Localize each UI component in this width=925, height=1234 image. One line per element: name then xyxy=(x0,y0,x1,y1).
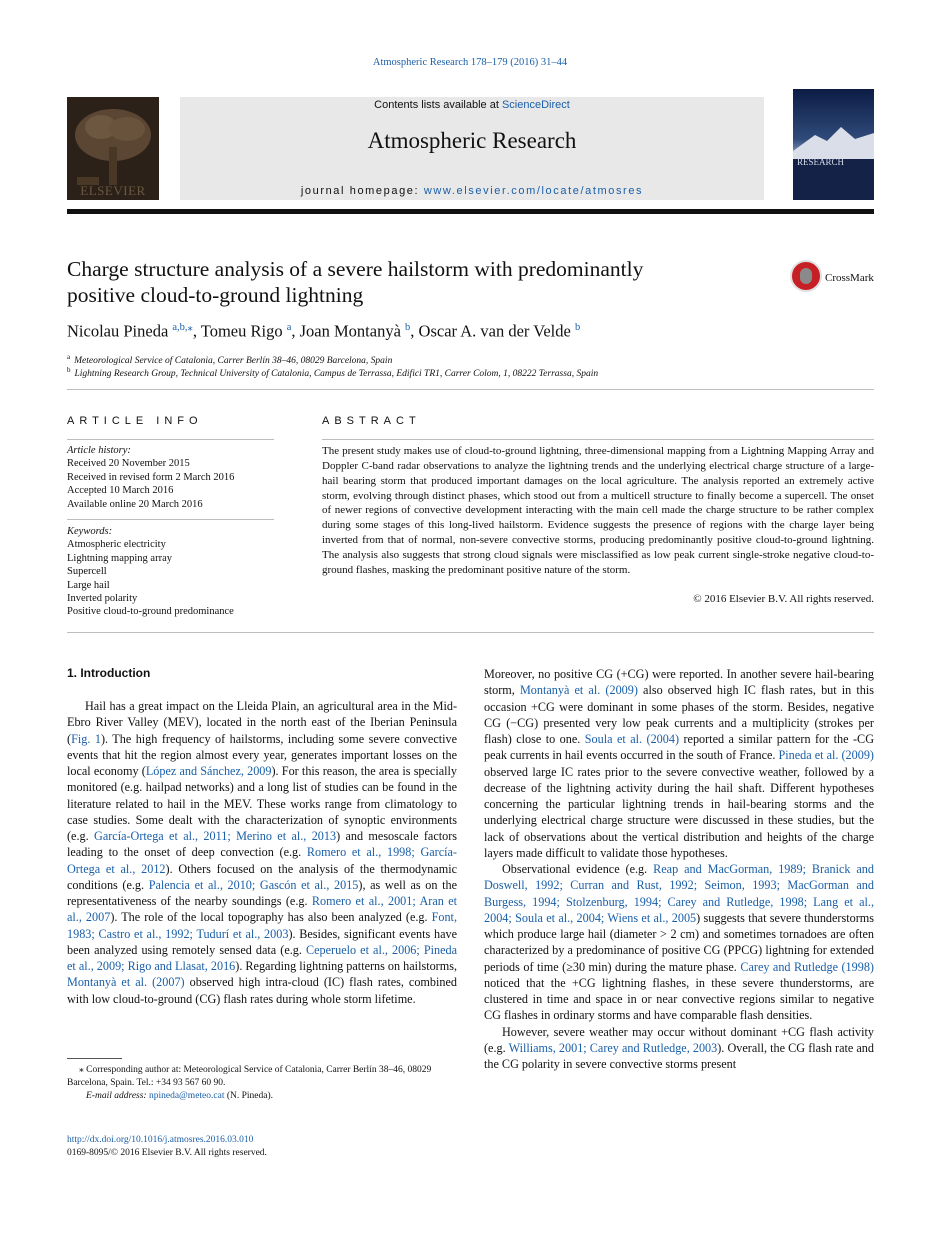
body-text: observed large IC rates prior to the severe convective weather, followed by a decrease of the lightning activity during the hail shaft. Different hypotheses concerning the particular lightning trends in hail-bearing storms and the underlying electrical charge structure were discussed in these studies, but the lack of observations about the vertical distribution and heights of the charge layers made difficult to validate those hypotheses. xyxy=(484,764,874,860)
email-link[interactable]: npineda@meteo.cat xyxy=(148,1091,225,1101)
author-name: Tomeu Rigo xyxy=(200,321,287,341)
abstract-copyright: © 2016 Elsevier B.V. All rights reserved. xyxy=(693,593,874,605)
divider xyxy=(67,519,274,520)
citation-link[interactable]: Montanyà et al. (2007) xyxy=(67,975,185,990)
body-text: ). The high frequency of hailstorms, including some severe convective events that hit the region almost every year, generates important losses on the local economy ( xyxy=(67,731,457,778)
body-text: ). Besides, significant events have been analyzed using remotely sensed data (e.g. xyxy=(67,926,458,957)
body-text: However, severe weather may occur without dominant +CG flash activity (e.g. xyxy=(484,1024,874,1055)
footnote-rule xyxy=(67,1058,122,1059)
citation-link[interactable]: García-Ortega et al., 2011; Merino et al., 2013 xyxy=(94,829,337,843)
keyword: Positive cloud-to-ground predominance xyxy=(67,606,234,618)
body-text: ) and mesoscale factors leading to the onset of deep convection (e.g. xyxy=(67,829,458,860)
author-affil-link[interactable]: b xyxy=(574,322,581,333)
publisher-name: ELSEVIER xyxy=(80,183,146,198)
journal-title: Atmospheric Research xyxy=(367,128,577,153)
keywords: Keywords: Atmospheric electricity Lightning mapping array Supercell Large hail Inverted polarity Positive cloud-to-ground predominance xyxy=(67,526,234,618)
article-info-heading: ARTICLE INFO xyxy=(67,415,203,427)
author-affil-link[interactable]: b xyxy=(405,322,411,333)
paragraph xyxy=(484,861,874,1024)
body-text: Hail has a great impact on the Lleida Plain, an agricultural area in the Mid-Ebro River Valley (MEV), located in the north east of the Iberian Peninsula ( xyxy=(67,699,457,746)
author-name: Oscar A. van der Velde xyxy=(418,321,575,341)
history-item: Received in revised form 2 March 2016 xyxy=(67,471,235,483)
journal-homepage: journal homepage: www.elsevier.com/locate/atmosres xyxy=(300,185,644,197)
citation-link[interactable]: Palencia et al., 2010; Gascón et al., 2015 xyxy=(148,877,359,892)
abstract-heading: ABSTRACT xyxy=(322,415,421,427)
keyword: Atmospheric electricity xyxy=(67,539,166,551)
body-text: Moreover, no positive CG (+CG) were reported. In another severe hail-bearing storm, xyxy=(484,667,874,698)
keyword: Lightning mapping array xyxy=(67,552,172,564)
citation-link[interactable]: Reap and MacGorman, 1989; Branick and Doswell, 1992; Curran and Rust, 1992; Seimon, 1993; MacGorman and Burgess, 1994; Stolzenburg, 1994; Carey and Rutledge, 1998; Lang et al., 2004; Soula et al., 2004; Wiens et al., 2005 xyxy=(484,862,874,925)
body-text: ). The role of the local topography has also been analyzed (e.g. xyxy=(110,910,432,925)
citation-link[interactable]: Williams, 2001; Carey and Rutledge, 2003 xyxy=(508,1040,718,1055)
journal-citation[interactable]: Atmospheric Research 178–179 (2016) 31–44 xyxy=(372,57,568,68)
body-text: noticed that the +CG lightning flashes, in these severe thunderstorms, are clustered in time and space in or near convective regions similar to negative CG flashes in ordinary storms and have comparable flash densities. xyxy=(484,975,874,1023)
sciencedirect-link[interactable]: ScienceDirect xyxy=(501,99,570,111)
author-list: Nicolau Pineda $^{a,b,⁎}$, Tomeu Rigo $^a$, Joan Montanyà $^b$, Oscar A. van der Velde $^b$ xyxy=(67,321,581,341)
body-text: observed high intra-cloud (IC) flash rates, combined with low cloud-to-ground (CG) flash rates during whole storm lifetime. xyxy=(67,975,457,1006)
homepage-link[interactable]: www.elsevier.com/locate/atmosres xyxy=(423,185,644,197)
body-text: ) suggests that severe thunderstorms which produce large hail (diameter > 2 cm) and sometimes tornadoes are often characterized by a predominance of positive CG (PPCG) lightning for extended periods of time (≥30 min) during the mature phase. xyxy=(484,910,874,974)
contents-line: Contents lists available at ScienceDirect xyxy=(374,99,570,111)
paragraph xyxy=(484,666,874,861)
mountain-icon xyxy=(793,89,874,200)
author-affil-link[interactable]: a xyxy=(286,322,292,333)
divider xyxy=(67,389,874,390)
body-text: reported a similar pattern for the -CG peak currents in hail events occurred in the south of France. xyxy=(484,732,874,763)
citation-link[interactable]: Font, 1983; Castro et al., 1992; Tudurí et al., 2003 xyxy=(67,910,457,941)
affiliation-b: $^b$ Lightning Research Group, Technical University of Catalonia, Campus de Terrassa, Edifici TR1, Carrer Colom, 1, 08222 Terrassa, Spain xyxy=(67,366,599,380)
keyword: Supercell xyxy=(67,566,107,578)
author-name: Joan Montanyà xyxy=(299,321,406,341)
body-text: also observed high IC flash rates, but in this occasion +CG were dominant in some phases of the storm. Besides, negative CG (−CG) presented very low peak currents and a multiplicity (strokes per flash) close to one. xyxy=(484,683,875,746)
history-item: Received 20 November 2015 xyxy=(67,458,190,470)
author-name: Nicolau Pineda xyxy=(67,321,173,341)
citation-link[interactable]: López and Sánchez, 2009 xyxy=(145,764,272,778)
citation-link[interactable]: Ceperuelo et al., 2006; Pineda et al., 2009; Rigo and Llasat, 2016 xyxy=(67,942,458,973)
citation-link[interactable]: Carey and Rutledge (1998) xyxy=(740,959,874,974)
body-text: ). For this reason, the area is specially monitored (e.g. hailpad networks) and a long list of studies can be found in the literature related to hail in the MEV. These works range from climatology to case studies. Some dealt with the characterization of synoptic environments (e.g. xyxy=(67,764,458,843)
footnote: ⁎ Corresponding author at: Meteorological Service of Catalonia, Carrer Berlín 38–46, 08029 Barcelona, Spain. Tel.: +34 93 567 60 90. E-mail address: npineda@meteo.cat (N. Pineda). xyxy=(67,1065,432,1101)
affiliation-a: $^a$ Meteorological Service of Catalonia, Carrer Berlín 38–46, 08029 Barcelona, Spain xyxy=(67,353,393,367)
citation-link[interactable]: Pineda et al. (2009) xyxy=(778,748,874,763)
body-text: ). Others focused on the analysis of the thermodynamic conditions (e.g. xyxy=(67,861,457,892)
divider xyxy=(67,632,874,633)
issn-line: 0169-8095/© 2016 Elsevier B.V. All rights reserved. xyxy=(67,1148,267,1158)
divider xyxy=(67,439,274,440)
paragraph xyxy=(484,1024,874,1073)
doi-block xyxy=(67,1134,267,1160)
paragraph xyxy=(67,698,457,1007)
citation-link[interactable]: Romero et al., 1998; García-Ortega et al., 2012 xyxy=(67,845,457,876)
history-item: Available online 20 March 2016 xyxy=(67,498,203,510)
author-affil-link[interactable]: a,b,⁎ xyxy=(172,322,193,333)
doi-link[interactable]: http://dx.doi.org/10.1016/j.atmosres.2016.03.010 xyxy=(67,1135,254,1145)
abstract-text: The present study makes use of cloud-to-ground lightning, three-dimensional mapping from a Lightning Mapping Array and Doppler C-band radar observations to analyze the lightning trends and the underlying electrical charge structure of a large-hail bearing storm that produced important damages on the local agriculture. The analysis reported an extremely active storm, evolving through distinct phases, which stood out from a multicell structure to finally become a supercell. The onset of newer regions of convective development interacting with the main cell made the charge structure to be rather complex during some stages of this long-lived hailstorm. Evidence suggests the presence of regions with the charge layer being inverted from that of normal, non-severe convective storms, producing predominantly positive cloud-to-ground lightning. The analysis also suggests that strong cloud signals were misclassified as low peak current single-stroke negative cloud-to-ground flashes, masking the predominant positive nature of the storm. xyxy=(322,445,874,576)
header-rule xyxy=(67,209,874,214)
citation-link[interactable]: Romero et al., 2001; Aran et al., 2007 xyxy=(67,894,457,925)
section-heading: 1. Introduction xyxy=(67,666,151,680)
history-item: Accepted 10 March 2016 xyxy=(67,485,174,497)
body-text: ), as well as on the representativeness of the nearby soundings (e.g. xyxy=(67,877,457,908)
citation-link[interactable]: Montanyà et al. (2009) xyxy=(519,683,638,698)
journal-cover-image xyxy=(793,89,874,200)
article-title: Charge structure analysis of a severe hailstorm with predominantly positive cloud-to-ground lightning xyxy=(67,257,644,307)
keyword: Inverted polarity xyxy=(67,593,138,605)
crossmark-label[interactable]: CrossMark xyxy=(825,272,874,284)
citation-link[interactable]: Soula et al. (2004) xyxy=(584,732,680,746)
body-text: Observational evidence (e.g. xyxy=(502,862,654,876)
citation-link[interactable]: Fig. 1 xyxy=(71,731,101,746)
elsevier-logo xyxy=(67,97,159,200)
left-column xyxy=(67,698,457,1007)
cover-title: ATMOSPHERIC RESEARCH xyxy=(797,148,860,167)
divider xyxy=(322,439,874,440)
body-text: ). Overall, the CG flash rate and the CG polarity in severe convective storms present xyxy=(484,1040,874,1071)
crossmark-icon[interactable] xyxy=(790,260,822,292)
keyword: Large hail xyxy=(67,579,110,591)
right-column xyxy=(484,666,874,1072)
body-text: ). Regarding lightning patterns on hailstorms, xyxy=(235,959,458,973)
article-history: Article history: Received 20 November 2015 Received in revised form 2 March 2016 Accepted 10 March 2016 Available online 20 March 2016 xyxy=(67,445,235,510)
